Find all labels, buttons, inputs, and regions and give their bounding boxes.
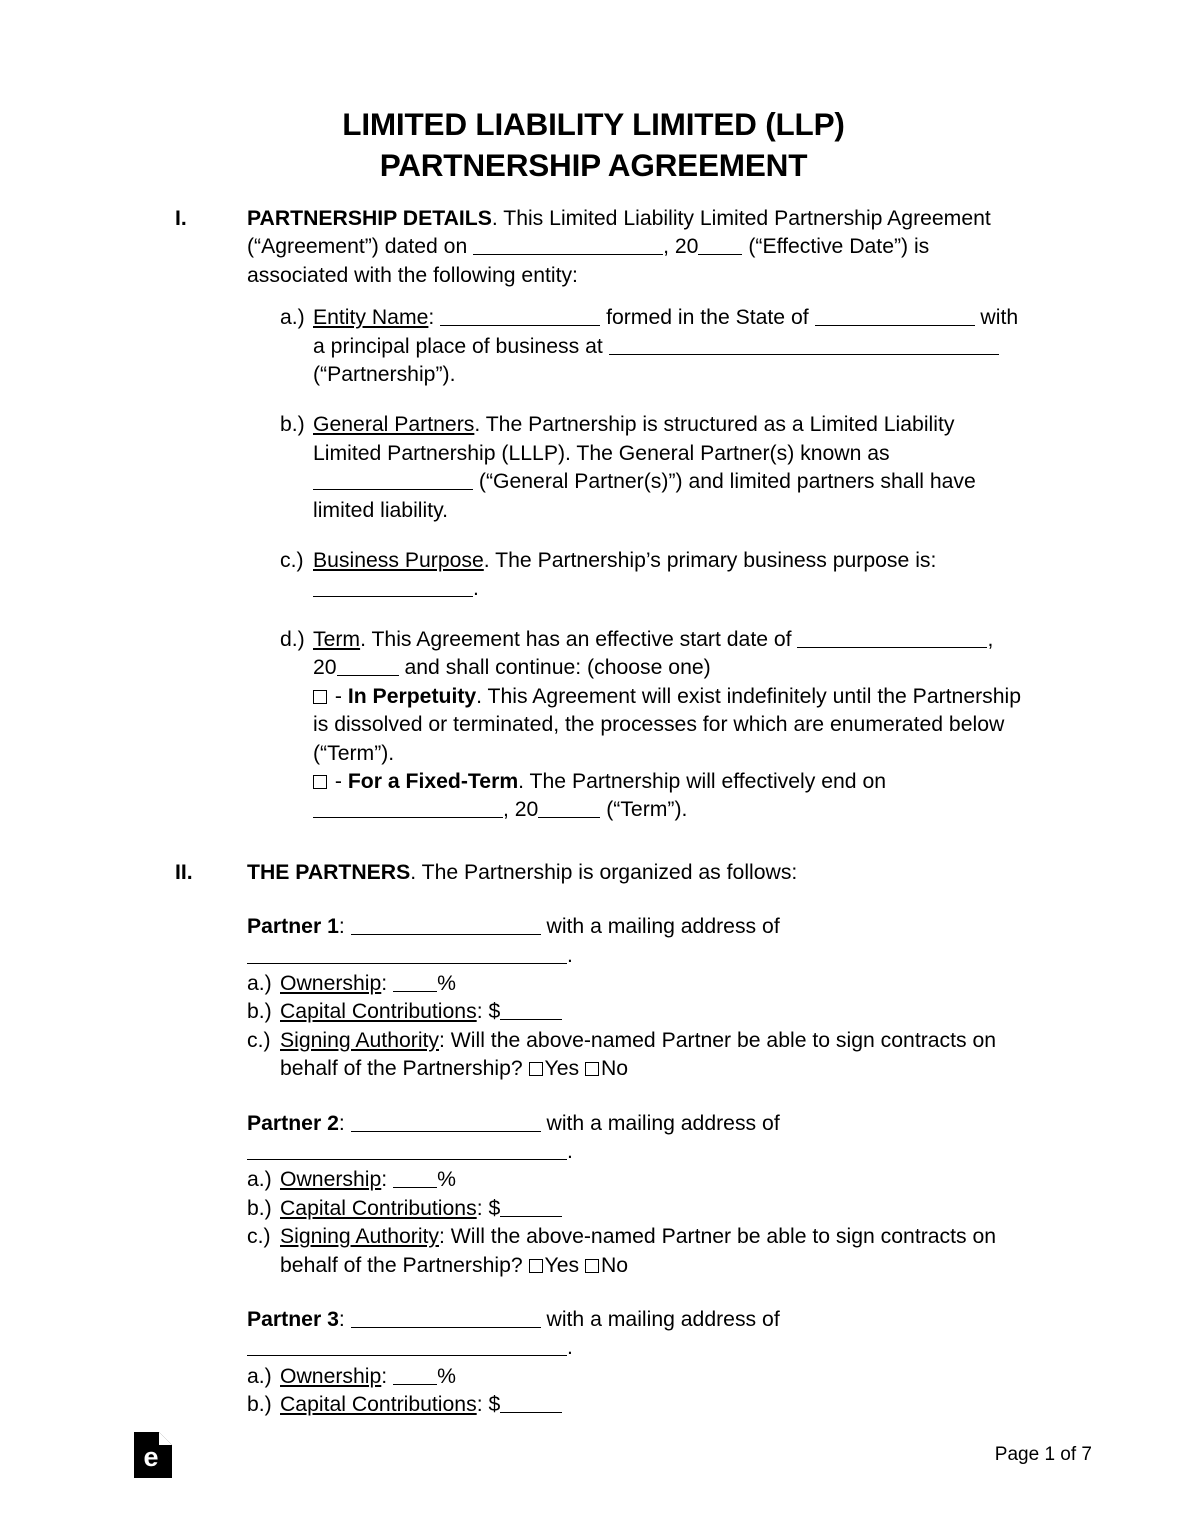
section-partnership-details [0,205,1187,825]
option2-label: For a Fixed-Term [347,769,519,793]
entity-address-blank[interactable] [609,334,999,355]
business-purpose-blank[interactable] [313,576,473,597]
fixed-term-end-date-blank[interactable] [313,797,503,818]
business-purpose-t1: . The Partnership’s primary business purpose is: [483,549,937,573]
partner-1-address-end: . [567,943,573,967]
section-numeral-2: II. [175,860,193,884]
page-number: Page 1 of 7 [994,1444,1092,1465]
section-1-intro-a: . This Limited Liability Limited Partnership Agreement (“Agreement”) dated on [247,207,991,259]
option2-text: . The Partnership will effectively end on [518,769,887,793]
partner-3-label: Partner 3 [247,1308,339,1331]
term-t2: , 20 [313,627,994,680]
business-purpose-label: Business Purpose [313,549,484,573]
section-numeral-1: I. [175,207,187,230]
effective-date-blank[interactable] [473,234,663,255]
entity-name-t4: (“Partnership”). [313,363,456,387]
eforms-logo-icon [134,1432,172,1478]
partner-2-after: with a mailing address of [540,1111,780,1135]
term-label: Term [313,627,361,651]
partner-1-item-letter-b: b.) [247,1000,272,1024]
general-partners-label: General Partners [313,413,475,437]
checkbox-in-perpetuity[interactable] [313,690,327,704]
partner-2-item-letter-c: c.) [247,1225,271,1249]
partner-1-signing-label: Signing Authority [280,1028,440,1052]
section-1-subitems [0,304,1187,825]
section-1-heading: PARTNERSHIP DETAILS [247,207,492,230]
partner-3-item-letter-a: a.) [247,1364,272,1388]
business-purpose-t2: . [473,577,479,601]
partner-2-capital-label: Capital Contributions [280,1196,477,1220]
fixed-term-end-year-blank[interactable] [538,797,600,818]
partner-2-ownership-sep: : [381,1168,394,1192]
title-line-1: LIMITED LIABILITY LIMITED (LLP) [342,106,845,142]
partner-2-capital-blank[interactable] [500,1196,562,1217]
subitem-letter-c: c.) [280,549,304,573]
document-body [0,205,1187,1420]
partner-block-2 [0,1110,1187,1280]
partner-1-capital-sep: : $ [476,1000,501,1024]
partner-1-signing-sep: : [439,1028,451,1052]
partner-1-capital-blank[interactable] [500,999,562,1020]
partner-2-ownership [247,1166,1057,1194]
effective-year-blank[interactable] [698,234,742,255]
section-2-heading: THE PARTNERS [247,860,411,884]
partner-1-header [247,913,1057,970]
subitem-letter-d: d.) [280,627,305,651]
partner-3-capital [247,1391,1057,1419]
partner-3-ownership-blank[interactable] [393,1364,437,1385]
partner-1-ownership [247,970,1057,998]
entity-name-t3: with a principal place of business at [313,306,1019,358]
term-start-year-blank[interactable] [337,655,399,676]
section-1-intro-b: , 20 [663,235,699,259]
partner-2-header [247,1110,1057,1167]
term-start-date-blank[interactable] [797,627,987,648]
title-line-2: PARTNERSHIP AGREEMENT [379,147,808,183]
option1-text: . This Agreement will exist indefinitely until the Partnership is dissolved or terminated, the processes for which are enumerated below (“Term”). [313,684,1022,765]
section-1-intro-c: (“Effective Date”) is associated with the following entity: [247,235,930,287]
section-2-intro: . The Partnership is organized as follows: [410,860,798,884]
option2-text3: (“Term”). [600,798,688,822]
partner-2-checkbox-no[interactable] [585,1259,599,1273]
partner-3-address-end: . [567,1336,573,1360]
subitem-business-purpose [280,547,1022,604]
partner-2-address-blank[interactable] [247,1139,567,1160]
entity-name-t1: : [428,306,441,330]
partner-1-name-blank[interactable] [351,914,541,935]
option1-label: In Perpetuity [347,684,477,708]
entity-name-label: Entity Name [313,306,429,330]
partner-2-item-letter-a: a.) [247,1168,272,1192]
partner-2-signing-question: Will the above-named Partner be able to sign contracts on behalf of the Partnership? [280,1225,997,1277]
entity-state-blank[interactable] [815,305,975,326]
partner-3-name-blank[interactable] [351,1307,541,1328]
partner-2-ownership-suffix: % [437,1168,456,1192]
partner-2-signing-authority [247,1223,1057,1280]
partner-3-header [247,1306,1057,1363]
subitem-term [280,626,1022,825]
partner-2-capital-sep: : $ [476,1196,501,1220]
partner-1-label: Partner 1 [247,915,339,939]
option2-text2: , 20 [503,798,539,822]
subitem-general-partners [280,411,1022,525]
partner-1-colon: : [338,915,351,939]
partner-1-checkbox-no[interactable] [585,1062,599,1076]
svg-text:e: e [143,1442,159,1472]
checkbox-fixed-term[interactable] [313,775,327,789]
partner-2-signing-sep: : [439,1225,451,1249]
term-t1: . This Agreement has an effective start date of [360,627,798,651]
partner-3-items [247,1363,1057,1420]
partner-1-capital [247,998,1057,1026]
partner-3-colon: : [338,1308,351,1331]
partner-3-address-blank[interactable] [247,1335,567,1356]
section-the-partners [0,859,1187,887]
partner-1-signing-authority [247,1027,1057,1084]
partner-1-items [247,970,1057,1084]
partner-2-address-end: . [567,1139,573,1163]
general-partners-t2: (“General Partner(s)”) and limited partners shall have limited liability. [313,470,976,522]
partner-block-1 [0,913,1187,1083]
partner-1-address-blank[interactable] [247,942,567,963]
partner-1-ownership-sep: : [381,971,394,995]
partner-2-signing-label: Signing Authority [280,1225,440,1249]
partner-1-no-label: No [601,1057,629,1081]
entity-name-blank[interactable] [440,305,600,326]
partner-1-ownership-suffix: % [437,971,456,995]
partner-2-yes-label: Yes [544,1253,580,1277]
general-partners-blank[interactable] [313,469,473,490]
partner-3-capital-label: Capital Contributions [280,1393,477,1417]
subitem-letter-b: b.) [280,413,305,437]
partner-3-capital-blank[interactable] [500,1392,562,1413]
partner-block-3 [0,1306,1187,1420]
partner-1-checkbox-yes[interactable] [529,1062,543,1076]
general-partners-t1: . The Partnership is structured as a Limited Liability Limited Partnership (LLLP). The General Partner(s) known as [313,413,955,465]
partner-3-after: with a mailing address of [540,1308,780,1331]
partner-2-name-blank[interactable] [351,1110,541,1131]
option1-dash: - [329,684,348,708]
partner-1-signing-question: Will the above-named Partner be able to sign contracts on behalf of the Partnership? [280,1028,997,1081]
partner-1-capital-label: Capital Contributions [280,1000,477,1024]
partner-1-ownership-blank[interactable] [393,971,437,992]
term-t3: and shall continue: (choose one) [398,656,711,680]
partner-2-ownership-label: Ownership [280,1168,382,1192]
partner-3-item-letter-b: b.) [247,1393,272,1417]
partner-1-item-letter-a: a.) [247,971,272,995]
entity-name-t2: formed in the State of [600,306,815,330]
partner-3-ownership-suffix: % [437,1364,456,1388]
partner-3-capital-sep: : $ [476,1393,501,1417]
partner-3-ownership-sep: : [381,1364,394,1388]
partner-2-no-label: No [601,1253,629,1277]
partner-1-after: with a mailing address of [540,915,780,939]
partner-2-capital [247,1195,1057,1223]
partner-3-ownership [247,1363,1057,1391]
partner-1-item-letter-c: c.) [247,1028,271,1052]
partner-2-label: Partner 2 [247,1111,339,1135]
partner-2-items [247,1166,1057,1280]
partner-2-checkbox-yes[interactable] [529,1259,543,1273]
subitem-entity-name [280,304,1022,389]
page-title [0,104,1187,186]
partner-2-item-letter-b: b.) [247,1196,272,1220]
partner-3-ownership-label: Ownership [280,1364,382,1388]
partner-2-colon: : [338,1111,351,1135]
partner-1-ownership-label: Ownership [280,971,382,995]
partner-1-yes-label: Yes [544,1057,580,1081]
partner-2-ownership-blank[interactable] [393,1167,437,1188]
subitem-letter-a: a.) [280,306,305,330]
option2-dash: - [329,769,348,793]
